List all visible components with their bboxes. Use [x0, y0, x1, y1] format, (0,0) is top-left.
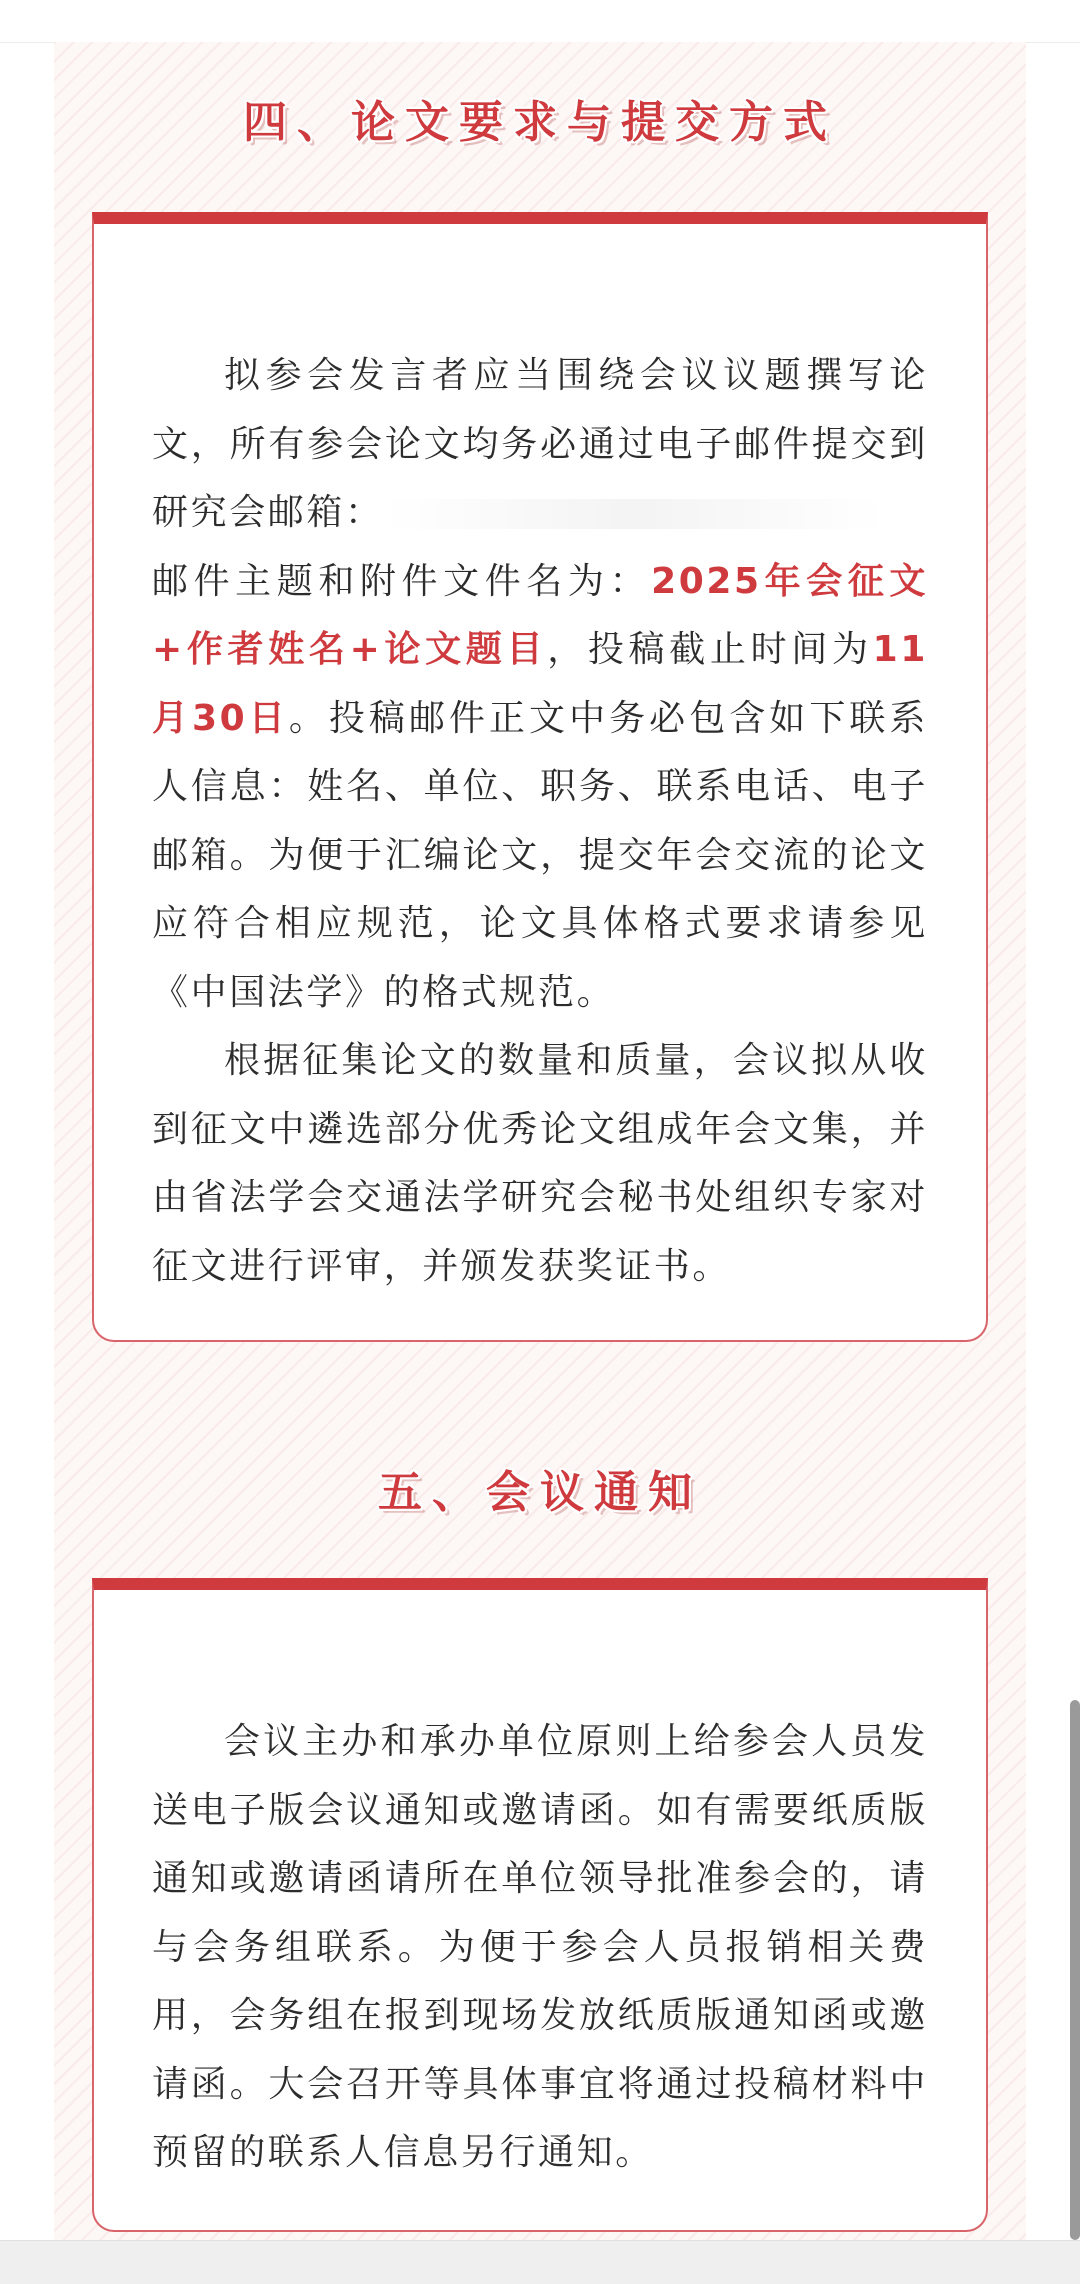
section-4-paragraph-2: 根据征集论文的数量和质量，会议拟从收到征文中遴选部分优秀论文组成年会文集，并由省法学会交通法学研究会秘书处组织专家对征文进行评审，并颁发获奖证书。	[152, 1040, 928, 1287]
intro-text: 拟参会发言者应当围绕会议议题撰写论文，所有参会论文均务必通过电子邮件提交到研究会邮箱：	[152, 355, 928, 533]
section-5-paragraph-1: 会议主办和承办单位原则上给参会人员发送电子版会议通知或邀请函。如有需要纸质版通知或邀请函请所在单位领导批准参会的，请与会务组联系。为便于参会人员报销相关费用，会务组在报到现场发放纸质版通知函或邀请函。大会召开等具体事宜将通过投稿材料中预留的联系人信息另行通知。	[152, 1721, 928, 2173]
deadline-prefix: ，投稿截止时间为	[547, 629, 873, 670]
scrollbar-thumb[interactable]	[1070, 1700, 1080, 2240]
subject-format-highlight: 2025年会征文+作者姓名+论文题目	[152, 560, 929, 670]
section-4-paragraph-1	[152, 342, 928, 1027]
section-4-card	[92, 212, 988, 1342]
subject-prefix: 邮件主题和附件文件名为：	[152, 560, 652, 602]
bottom-bar	[0, 2240, 1080, 2284]
section-4-title: 四、论文要求与提交方式	[243, 97, 837, 148]
section-5-title: 五、会议通知	[378, 1467, 702, 1518]
redacted-email	[384, 499, 884, 529]
section-5-card	[92, 1578, 988, 2232]
top-bar	[0, 0, 1080, 43]
deadline-highlight: 11月30日	[152, 629, 928, 739]
requirements-text: 。投稿邮件正文中务必包含如下联系人信息：姓名、单位、职务、联系电话、电子邮箱。为便于汇编论文，提交年会交流的论文应符合相应规范，论文具体格式要求请参见《中国法学》的格式规范。	[152, 697, 929, 1013]
